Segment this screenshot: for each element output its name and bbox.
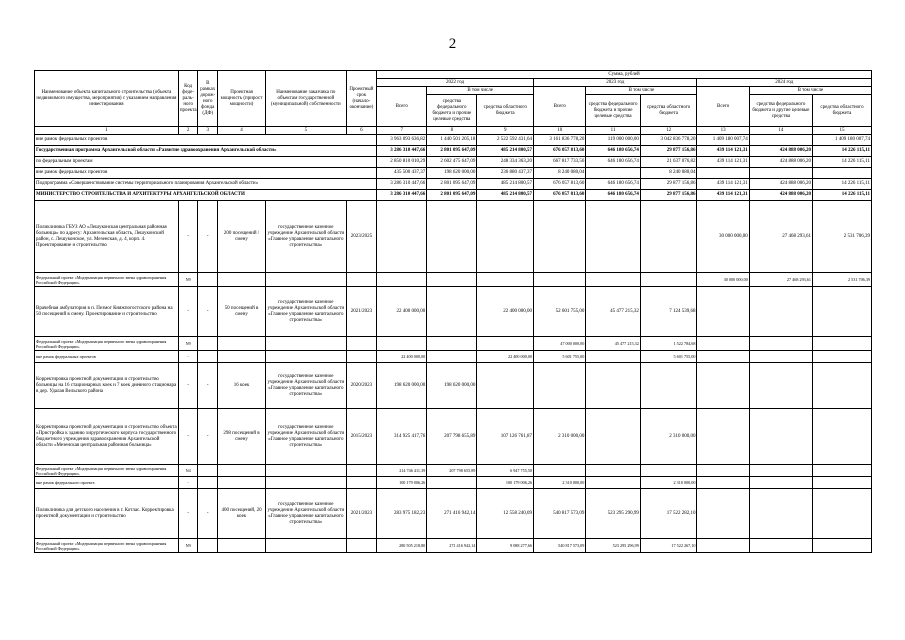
amount-cell [749, 363, 812, 409]
column-number-row [35, 127, 872, 135]
empty-cell [346, 273, 377, 287]
column-number: 4 [218, 127, 266, 135]
empty-cell [266, 477, 347, 489]
amount-cell [640, 201, 697, 273]
amount-cell: 646 180 656,74 [586, 146, 640, 157]
amount-cell [534, 363, 586, 409]
column-number: 13 [697, 127, 749, 135]
amount-cell: 17 522 267,10 [640, 539, 697, 553]
project-code: - [178, 477, 198, 489]
object-name: Поликлиника ГБУЗ АО «Лешуконская центральная районная больница» по адресу: Архангельская область, Лешуконский район, с. Лешуконское, ул. Мезенская, д. 4, корп. 4. Проектирование и строительство [35, 201, 179, 273]
amount-cell: 29 877 156,86 [640, 146, 697, 157]
empty-cell [218, 477, 266, 489]
amount-cell: 271 416 942,14 [427, 539, 477, 553]
amount-cell [812, 539, 871, 553]
column-number: 2 [178, 127, 198, 135]
amount-cell: 424 888 006,20 [749, 157, 812, 168]
amount-cell [377, 201, 427, 273]
amount-cell: 45 477 215,32 [586, 337, 640, 351]
empty-cell [198, 465, 218, 477]
amount-cell: 27 468 293,61 [749, 273, 812, 287]
header-fed-2: средства федерального бюджета и прочие целевые средства [586, 95, 640, 127]
amount-cell: 17 522 282,10 [640, 489, 697, 539]
project-code: - [178, 351, 198, 363]
header-capacity: Проектная мощность (прирост мощности) [218, 71, 266, 127]
column-number: 11 [586, 127, 640, 135]
header-total-1: Всего [377, 87, 427, 127]
object-name: Врачебная амбулатория в п. Пезмог Княжпогостского района на 50 посещений в смену. Проектирование и строительство [35, 287, 179, 337]
table-row [35, 409, 872, 465]
amount-cell [586, 168, 640, 179]
header-obl-1: средства областного бюджета [477, 95, 534, 127]
amount-cell [640, 273, 697, 287]
amount-cell [697, 287, 749, 337]
empty-cell [346, 465, 377, 477]
amount-cell: 3 963 093 636,82 [377, 135, 427, 146]
amount-cell: 8 240 080,04 [534, 168, 586, 179]
amount-cell [749, 539, 812, 553]
amount-cell: 1 409 180 007,74 [697, 135, 749, 146]
page-number: 2 [448, 36, 457, 52]
empty-cell [218, 465, 266, 477]
subrow-label: Федеральный проект «Модернизация первичного звена здравоохранения Российской Федерации» [35, 337, 179, 351]
subrow-label: Федеральный проект «Модернизация первичного звена здравоохранения Российской Федерации» [35, 465, 179, 477]
capacity: 200 посещений / смену [218, 201, 266, 273]
amount-cell [477, 363, 534, 409]
amount-cell: 424 888 006,20 [749, 146, 812, 157]
capacity: 50 посещений в смену [218, 287, 266, 337]
road-fund: - [198, 409, 218, 465]
amount-cell [427, 351, 477, 363]
amount-cell: 676 057 813,60 [534, 190, 586, 201]
amount-cell: 52 601 755,00 [534, 287, 586, 337]
amount-cell [697, 168, 749, 179]
amount-cell: 29 877 156,86 [640, 179, 697, 190]
amount-cell: 435 500 437,37 [377, 168, 427, 179]
amount-cell: 676 057 813,60 [534, 146, 586, 157]
project-code: N9 [178, 273, 198, 287]
project-code: - [178, 201, 198, 273]
term: 2021/2023 [346, 489, 377, 539]
empty-cell [346, 539, 377, 553]
amount-cell [427, 273, 477, 287]
amount-cell: 5 601 755,00 [534, 351, 586, 363]
amount-cell [586, 363, 640, 409]
amount-cell: 439 114 121,31 [697, 190, 749, 201]
column-number: 3 [198, 127, 218, 135]
amount-cell: 2 801 095 647,09 [427, 179, 477, 190]
amount-cell: 119 000 000,00 [586, 135, 640, 146]
amount-cell [812, 409, 871, 465]
amount-cell [749, 477, 812, 489]
amount-cell: 30 000 000,00 [697, 273, 749, 287]
empty-cell [266, 273, 347, 287]
table-row [35, 287, 872, 337]
table-row [35, 351, 872, 363]
amount-cell: 424 888 006,20 [749, 179, 812, 190]
amount-cell: 2 801 095 647,09 [427, 146, 477, 157]
capacity: 16 коек [218, 363, 266, 409]
amount-cell [586, 273, 640, 287]
amount-cell: 7 124 539,68 [640, 287, 697, 337]
header-total-2: Всего [534, 87, 586, 127]
amount-cell [697, 351, 749, 363]
amount-cell: 2 602 475 647,09 [427, 157, 477, 168]
amount-cell [749, 465, 812, 477]
amount-cell [812, 337, 871, 351]
section-label: МИНИСТЕРСТВО СТРОИТЕЛЬСТВА И АРХИТЕКТУРЫ АРХАНГЕЛЬСКОЙ ОБЛАСТИ [35, 190, 377, 201]
header-term: Проектный срок (начало-окончание) [346, 71, 377, 127]
amount-cell: 2 310 000,00 [534, 409, 586, 465]
table-row [35, 168, 872, 179]
amount-cell [749, 351, 812, 363]
amount-cell: 2 522 592 431,64 [477, 135, 534, 146]
project-code: - [178, 489, 198, 539]
amount-cell: 22 400 000,00 [477, 287, 534, 337]
amount-cell [586, 465, 640, 477]
subrow-label: вне рамок федеральных проектов [35, 351, 179, 363]
amount-cell: 1 522 784,68 [640, 337, 697, 351]
header-year-2022: 2022 год [377, 79, 534, 87]
empty-cell [346, 477, 377, 489]
amount-cell: 2 801 095 647,09 [427, 190, 477, 201]
column-number: 7 [377, 127, 427, 135]
empty-cell [198, 337, 218, 351]
recipient: государственное казенное учреждение Архангельской области «Главное управление капитального строительства» [266, 489, 347, 539]
header-obl-3: средства областного бюджета [812, 95, 871, 127]
amount-cell: 3 286 310 447,66 [377, 190, 427, 201]
capacity: 400 посещений, 20 коек [218, 489, 266, 539]
table-row [35, 337, 872, 351]
section-label: вне рамок федеральных проектов [35, 135, 377, 146]
amount-cell [812, 168, 871, 179]
amount-cell: 523 295 296,99 [586, 539, 640, 553]
table-row [35, 363, 872, 409]
amount-cell: 30 000 000,00 [697, 201, 749, 273]
subrow-label: Федеральный проект «Модернизация первичного звена здравоохранения Российской Федерации» [35, 273, 179, 287]
table-row [35, 146, 872, 157]
amount-cell [427, 287, 477, 337]
amount-cell: 485 214 800,57 [477, 190, 534, 201]
project-code: N4 [178, 465, 198, 477]
amount-cell: 27 468 293,61 [749, 201, 812, 273]
header-incl-2: В том числе [586, 87, 697, 95]
section-label: Государственная программа Архангельской области «Развитие здравоохранения Архангельской области» [35, 146, 377, 157]
empty-cell [218, 337, 266, 351]
amount-cell: 207 798 655,89 [427, 409, 477, 465]
amount-cell: 22 400 000,00 [477, 351, 534, 363]
column-number: 6 [346, 127, 377, 135]
table-row [35, 539, 872, 553]
amount-cell [812, 287, 871, 337]
column-number: 5 [266, 127, 347, 135]
amount-cell: 667 817 733,56 [534, 157, 586, 168]
header-year-2023: 2023 год [534, 79, 697, 87]
amount-cell [586, 477, 640, 489]
amount-cell: 439 114 121,31 [697, 157, 749, 168]
header-road-fund: В рамках дорож-ного фонда (ДФ) [198, 71, 218, 127]
amount-cell: 2 850 810 010,29 [377, 157, 427, 168]
amount-cell: 283 975 182,23 [377, 489, 427, 539]
amount-cell [697, 409, 749, 465]
table-row [35, 465, 872, 477]
amount-cell [377, 273, 427, 287]
amount-cell: 22 400 000,00 [377, 287, 427, 337]
empty-cell [218, 273, 266, 287]
amount-cell: 21 637 076,82 [640, 157, 697, 168]
subrow-label: Федеральный проект «Модернизация первичного звена здравоохранения Российской Федерации» [35, 539, 179, 553]
road-fund: - [198, 363, 218, 409]
capacity: 298 посещений в смену [218, 409, 266, 465]
amount-cell [697, 363, 749, 409]
section-label: по федеральным проектам [35, 157, 377, 168]
amount-cell [586, 351, 640, 363]
header-sum: Сумма, рублей [377, 71, 872, 79]
amount-cell: 22 400 000,00 [377, 351, 427, 363]
amount-cell [812, 477, 871, 489]
road-fund: - [198, 489, 218, 539]
amount-cell: 198 620 000,00 [427, 363, 477, 409]
amount-cell: 280 505 218,80 [377, 539, 427, 553]
amount-cell: 45 477 215,32 [586, 287, 640, 337]
amount-cell: 6 947 755,50 [477, 465, 534, 477]
object-name: Поликлиника для детского населения в г. Котлас. Корректировка проектной документации и строительство [35, 489, 179, 539]
amount-cell: 439 114 121,31 [697, 146, 749, 157]
empty-cell [218, 351, 266, 363]
road-fund: - [198, 201, 218, 273]
amount-cell: 646 180 656,74 [586, 179, 640, 190]
amount-cell [586, 409, 640, 465]
amount-cell [534, 273, 586, 287]
amount-cell: 236 880 437,37 [477, 168, 534, 179]
amount-cell [477, 337, 534, 351]
table-row [35, 157, 872, 168]
project-code: N9 [178, 337, 198, 351]
amount-cell [477, 273, 534, 287]
table-row [35, 179, 872, 190]
recipient: государственное казенное учреждение Архангельской области «Главное управление капитального строительства» [266, 201, 347, 273]
section-label: Подпрограмма «Совершенствование системы территориального планирования Архангельской области» [35, 179, 377, 190]
column-number: 15 [812, 127, 871, 135]
empty-cell [198, 273, 218, 287]
amount-cell: 47 000 000,00 [534, 337, 586, 351]
amount-cell [640, 465, 697, 477]
amount-cell: 2 531 706,39 [812, 273, 871, 287]
header-fed-1: средства федерального бюджета и прочие целевые средства [427, 95, 477, 127]
column-number: 14 [749, 127, 812, 135]
table-row [35, 489, 872, 539]
amount-cell [377, 337, 427, 351]
amount-cell: 1 409 180 007,74 [812, 135, 871, 146]
amount-cell: 2 531 706,39 [812, 201, 871, 273]
table-row [35, 273, 872, 287]
project-code: - [178, 363, 198, 409]
column-number: 9 [477, 127, 534, 135]
amount-cell [749, 409, 812, 465]
table-row [35, 201, 872, 273]
amount-cell [427, 477, 477, 489]
column-number: 1 [35, 127, 179, 135]
amount-cell: 5 601 755,00 [640, 351, 697, 363]
amount-cell [697, 337, 749, 351]
amount-cell: 14 226 115,11 [812, 157, 871, 168]
empty-cell [266, 539, 347, 553]
amount-cell: 523 295 290,99 [586, 489, 640, 539]
header-incl-3: В том числе [749, 87, 871, 95]
column-number: 8 [427, 127, 477, 135]
investment-table [34, 70, 872, 553]
amount-cell: 3 286 310 447,66 [377, 179, 427, 190]
amount-cell: 198 620 000,00 [427, 168, 477, 179]
recipient: государственное казенное учреждение Архангельской области «Главное управление капитального строительства» [266, 363, 347, 409]
amount-cell [749, 135, 812, 146]
amount-cell: 100 179 006,26 [377, 477, 427, 489]
amount-cell: 2 310 000,00 [640, 477, 697, 489]
amount-cell [812, 489, 871, 539]
empty-cell [266, 465, 347, 477]
amount-cell: 3 042 836 778,20 [640, 135, 697, 146]
header-fed-3: средства федерального бюджета и другие целевые средства [749, 95, 812, 127]
amount-cell [749, 168, 812, 179]
amount-cell [697, 539, 749, 553]
table-row [35, 477, 872, 489]
amount-cell: 1 440 501 205,18 [427, 135, 477, 146]
amount-cell: 248 334 363,20 [477, 157, 534, 168]
object-name: Корректировка проектной документации и строительство объекта «Пристройка к зданию хирургического корпуса государственного бюджетного учреждения здравоохранения Архангельской области «Мезенская центральная районная больница» [35, 409, 179, 465]
amount-cell [640, 363, 697, 409]
amount-cell: 2 310 000,00 [640, 409, 697, 465]
amount-cell: 540 817 573,09 [534, 489, 586, 539]
empty-cell [346, 337, 377, 351]
header-obl-2: средства областного бюджета [640, 95, 697, 127]
header-code: Код феде-раль-ного проекта [178, 71, 198, 127]
amount-cell [427, 201, 477, 273]
amount-cell [586, 201, 640, 273]
project-code: - [178, 409, 198, 465]
term: 2023/2025 [346, 201, 377, 273]
amount-cell [697, 477, 749, 489]
amount-cell: 485 214 800,57 [477, 179, 534, 190]
amount-cell: 198 620 000,00 [377, 363, 427, 409]
amount-cell: 12 558 240,09 [477, 489, 534, 539]
header-total-3: Всего [697, 87, 749, 127]
amount-cell: 485 214 800,57 [477, 146, 534, 157]
recipient: государственное казенное учреждение Архангельской области «Главное управление капитального строительства» [266, 409, 347, 465]
header-name: Наименование объекта капитального строительства (объекта недвижимого имущества, мероприятия) с указанием направления инвестирования [35, 71, 179, 127]
amount-cell [812, 351, 871, 363]
amount-cell [697, 465, 749, 477]
term: 2015/2023 [346, 409, 377, 465]
empty-cell [198, 351, 218, 363]
table-row [35, 190, 872, 201]
amount-cell: 14 226 115,11 [812, 190, 871, 201]
amount-cell: 14 226 115,11 [812, 146, 871, 157]
empty-cell [266, 337, 347, 351]
amount-cell: 271 416 942,14 [427, 489, 477, 539]
amount-cell: 3 161 836 778,20 [534, 135, 586, 146]
amount-cell: 3 286 310 447,66 [377, 146, 427, 157]
amount-cell [812, 363, 871, 409]
table-row [35, 135, 872, 146]
amount-cell [749, 337, 812, 351]
amount-cell: 9 088 277,66 [477, 539, 534, 553]
column-number: 10 [534, 127, 586, 135]
amount-cell: 314 925 417,76 [377, 409, 427, 465]
amount-cell [534, 465, 586, 477]
header-year-2024: 2024 год [697, 79, 872, 87]
recipient: государственное казенное учреждение Архангельской области «Главное управление капитального строительства» [266, 287, 347, 337]
column-number: 12 [640, 127, 697, 135]
empty-cell [198, 477, 218, 489]
project-code: - [178, 287, 198, 337]
amount-cell: 676 057 813,60 [534, 179, 586, 190]
section-label: вне рамок федеральных проектов [35, 168, 377, 179]
amount-cell: 8 240 080,04 [640, 168, 697, 179]
amount-cell [749, 489, 812, 539]
empty-cell [346, 351, 377, 363]
subrow-label: вне рамок федерального проекта [35, 477, 179, 489]
term: 2020/2023 [346, 363, 377, 409]
empty-cell [218, 539, 266, 553]
empty-cell [198, 539, 218, 553]
amount-cell: 29 877 156,86 [640, 190, 697, 201]
amount-cell: 540 817 573,09 [534, 539, 586, 553]
amount-cell: 214 746 411,39 [377, 465, 427, 477]
project-code: N9 [178, 539, 198, 553]
object-name: Корректировка проектной документации и строительство больницы на 16 стационарных коек и 7 коек дневного стационара в дер. Удалая Вельского района [35, 363, 179, 409]
amount-cell: 107 126 761,87 [477, 409, 534, 465]
term: 2021/2023 [346, 287, 377, 337]
amount-cell: 646 180 656,74 [586, 157, 640, 168]
amount-cell: 2 310 000,00 [534, 477, 586, 489]
amount-cell: 424 888 006,20 [749, 190, 812, 201]
amount-cell [812, 465, 871, 477]
amount-cell [427, 337, 477, 351]
amount-cell: 646 180 656,74 [586, 190, 640, 201]
header-incl-1: В том числе [427, 87, 534, 95]
header-recipient: Наименование заказчика по объектам государственной (муниципальной) собственности [266, 71, 347, 127]
amount-cell [749, 287, 812, 337]
empty-cell [266, 351, 347, 363]
amount-cell [534, 201, 586, 273]
amount-cell: 100 179 006,26 [477, 477, 534, 489]
road-fund: - [198, 287, 218, 337]
amount-cell: 207 798 655,89 [427, 465, 477, 477]
amount-cell: 14 226 115,11 [812, 179, 871, 190]
amount-cell [697, 489, 749, 539]
amount-cell: 439 114 121,31 [697, 179, 749, 190]
amount-cell [477, 201, 534, 273]
